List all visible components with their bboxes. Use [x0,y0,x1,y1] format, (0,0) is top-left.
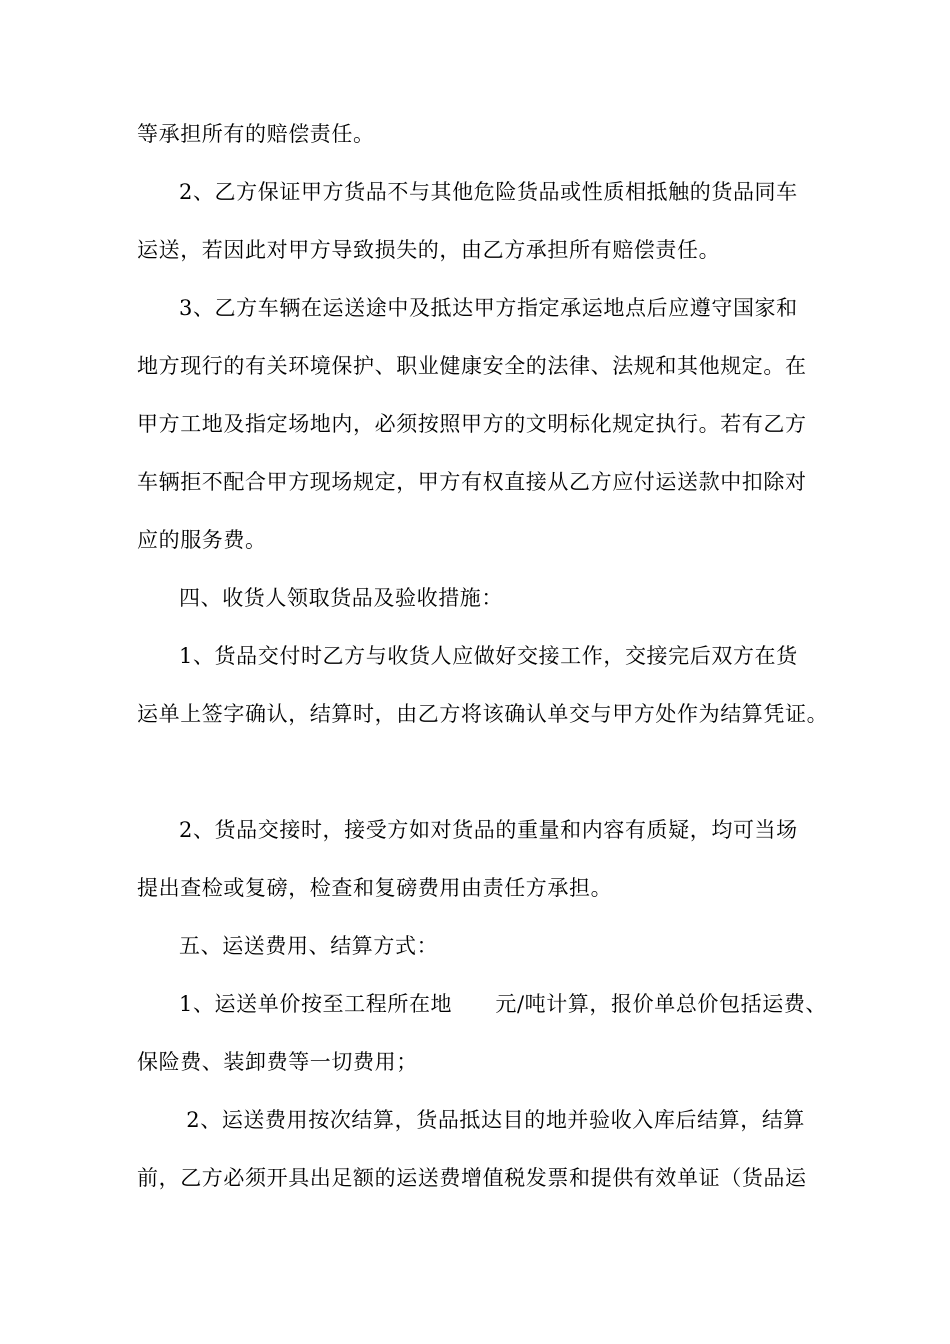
section-heading-5: 五、运送费用、结算方式： [179,934,439,958]
text-line-16: 保险费、装卸费等一切费用； [137,1050,418,1074]
text-line-5: 地方现行的有关环境保护、职业健康安全的法律、法规和其他规定。在 [137,354,807,378]
text-line-13: 提出查检或复磅，检查和复磅费用由责任方承担。 [137,876,613,900]
section-heading-4: 四、收货人领取货品及验收措施： [179,586,503,610]
text-line-3: 运送，若因此对甲方导致损失的，由乙方承担所有赔偿责任。 [137,238,721,262]
text-line-10: 1、货品交付时乙方与收货人应做好交接工作，交接完后双方在货 [179,644,798,668]
text-line-8: 应的服务费。 [137,528,267,552]
text-line-6: 甲方工地及指定场地内，必须按照甲方的文明标化规定执行。若有乙方 [137,412,807,436]
text-line-17: 2、运送费用按次结算，货品抵达目的地并验收入库后结算，结算 [179,1108,806,1132]
text-line-18: 前，乙方必须开具出足额的运送费增值税发票和提供有效单证（货品运 [137,1166,807,1190]
text-line-7: 车辆拒不配合甲方现场规定，甲方有权直接从乙方应付运送款中扣除对 [137,470,807,494]
text-line-1: 等承担所有的赔偿责任。 [137,122,375,146]
text-line-2: 2、乙方保证甲方货品不与其他危险货品或性质相抵触的货品同车 [179,180,798,204]
text-line-12: 2、货品交接时，接受方如对货品的重量和内容有质疑，均可当场 [179,818,798,842]
text-line-11: 运单上签字确认，结算时，由乙方将该确认单交与甲方处作为结算凭证。 [137,702,829,726]
text-line-15: 1、运送单价按至工程所在地 元/吨计算，报价单总价包括运费、 [179,992,828,1016]
text-line-4: 3、乙方车辆在运送途中及抵达甲方指定承运地点后应遵守国家和 [179,296,798,320]
